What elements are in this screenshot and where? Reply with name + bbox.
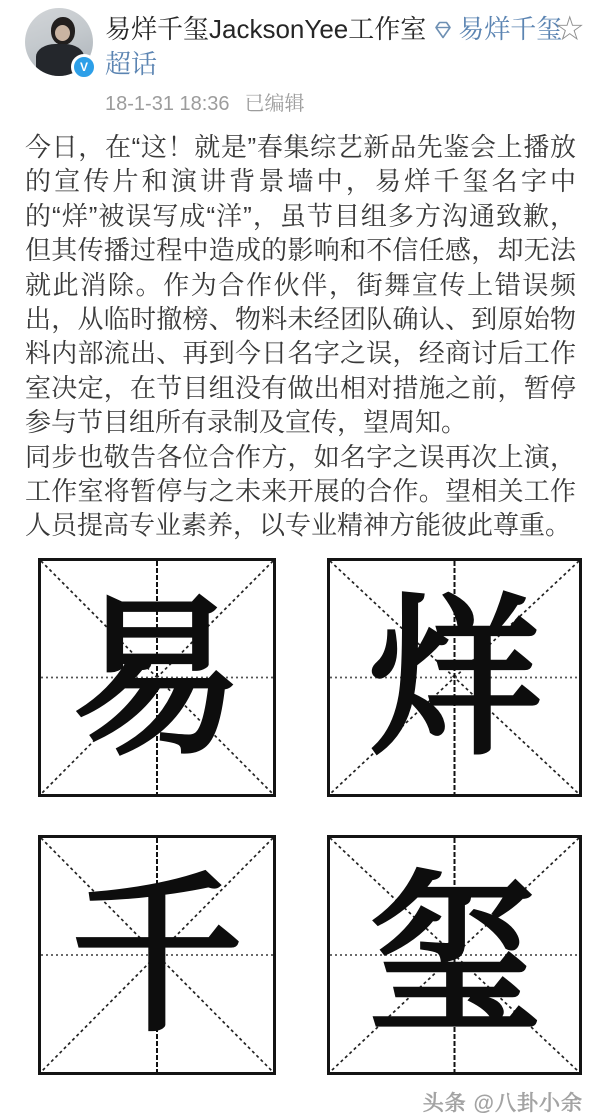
mizige-cell-yi: [38, 558, 276, 797]
verified-badge-letter: V: [79, 60, 88, 74]
watermark: 头条 @八卦小余: [422, 1092, 583, 1115]
paragraph-2: 同步也敬告各位合作方，如名字之误再次上演，工作室将暂停与之未来开展的合作。望相关工作人员提高专业素养，以专业精神方能彼此尊重。: [25, 441, 576, 541]
character-grids: [38, 558, 582, 1075]
avatar[interactable]: [25, 8, 93, 76]
supertopic-link[interactable]: 易烊千玺超话: [105, 14, 563, 79]
mizige-cell-qian: [38, 835, 276, 1075]
grid-character: 玺: [368, 853, 541, 1056]
timestamp: 18-1-31 18:36: [105, 93, 230, 115]
grid-character: 易: [71, 575, 243, 779]
grid-character: 烊: [368, 575, 541, 779]
verified-badge-icon: [71, 54, 97, 80]
supertopic-gem-icon: [433, 13, 453, 31]
author-name[interactable]: 易烊千玺JacksonYee工作室: [105, 14, 427, 44]
mizige-cell-xi: [327, 835, 582, 1075]
post-meta: [105, 87, 305, 116]
star-button[interactable]: [555, 12, 585, 46]
edited-badge: 已编辑: [244, 93, 305, 115]
post-body: [25, 130, 576, 543]
paragraph-1: 今日，在“这！就是”春集综艺新品先鉴会上播放的宣传片和演讲背景墙中，易烊千玺名字中的“烊”被误写成“洋”，虽节目组多方沟通致歉，但其传播过程中造成的影响和不信任感，却无法就此消除。作为合作伙伴，街舞宣传上错误频出，从临时撤榜、物料未经团队确认、到原始物料内部流出、再到今日名字之误，经商讨后工作室决定，在节目组没有做出相对措施之前，暂停参与节目组所有录制及宣传，望周知。: [25, 132, 576, 438]
avatar-face: [55, 25, 70, 41]
mizige-cell-yang: [327, 558, 582, 797]
grid-character: 千: [71, 853, 243, 1056]
star-icon: ☆: [554, 10, 585, 48]
name-block: [105, 12, 563, 82]
